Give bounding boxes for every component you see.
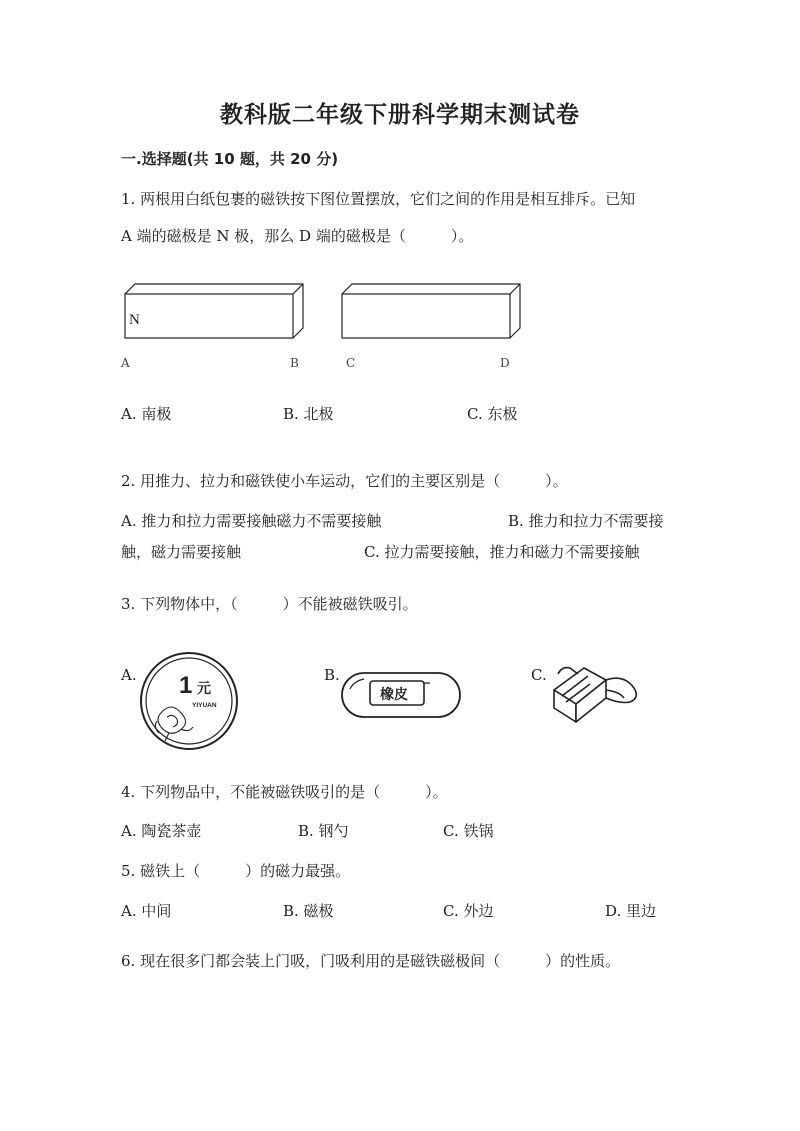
binder-clip-icon	[548, 660, 643, 725]
q5-text-line1: 5. 磁铁上（ ）的磁力最强。	[121, 862, 351, 880]
magnet-label-a: A	[121, 356, 130, 370]
section-heading: 一.选择题(共 10 题，共 20 分)	[121, 150, 339, 168]
magnet-c-d-figure	[342, 284, 527, 342]
q2-option-c[interactable]: C. 拉力需要接触，推力和磁力不需要接触	[364, 543, 640, 561]
q3-option-b-letter[interactable]: B.	[324, 666, 340, 684]
q1-text-line1: 1. 两根用白纸包裹的磁铁按下图位置摆放，它们之间的作用是相互排斥。已知	[121, 190, 636, 208]
q3-text-line1: 3. 下列物体中，（ ）不能被磁铁吸引。	[121, 595, 418, 613]
magnet-label-b: B	[290, 356, 299, 370]
magnet-label-d: D	[500, 356, 510, 370]
eraser-icon	[340, 671, 460, 721]
coin-yiyuan-text: YIYUAN	[192, 702, 217, 709]
q5-option-a[interactable]: A. 中间	[121, 902, 172, 920]
q5-option-d[interactable]: D. 里边	[605, 902, 657, 920]
magnet-a-b-figure	[125, 284, 310, 342]
magnet-label-c: C	[346, 356, 356, 370]
q3-option-c-letter[interactable]: C.	[531, 666, 547, 684]
q4-option-a[interactable]: A. 陶瓷茶壶	[121, 822, 202, 840]
q2-text-line1: 2. 用推力、拉力和磁铁使小车运动，它们的主要区别是（ ）。	[121, 472, 568, 490]
q1-text-line2: A 端的磁极是 N 极，那么 D 端的磁极是（ ）。	[121, 227, 474, 245]
coin-digit: 1	[179, 672, 193, 699]
q5-option-b[interactable]: B. 磁极	[283, 902, 334, 920]
q4-option-b[interactable]: B. 钢勺	[298, 822, 349, 840]
q4-text-line1: 4. 下列物品中，不能被磁铁吸引的是（ ）。	[121, 783, 448, 801]
q1-option-b[interactable]: B. 北极	[283, 405, 334, 423]
eraser-label: 橡皮	[380, 687, 408, 703]
q4-option-c[interactable]: C. 铁锅	[443, 822, 494, 840]
coin-unit: 元	[197, 681, 211, 697]
q1-option-c[interactable]: C. 东极	[467, 405, 518, 423]
page-title: 教科版二年级下册科学期末测试卷	[220, 102, 580, 128]
q3-option-a-letter[interactable]: A.	[121, 666, 137, 684]
magnet-n-mark: N	[129, 312, 140, 328]
q2-option-a[interactable]: A. 推力和拉力需要接触磁力不需要接触	[121, 512, 382, 530]
q5-option-c[interactable]: C. 外边	[443, 902, 494, 920]
q2-option-b-part1[interactable]: B. 推力和拉力不需要接	[508, 512, 664, 530]
q1-option-a[interactable]: A. 南极	[121, 405, 172, 423]
q6-text-line1: 6. 现在很多门都会装上门吸，门吸利用的是磁铁磁极间（ ）的性质。	[121, 952, 621, 970]
q2-option-b-part2[interactable]: 触，磁力需要接触	[121, 543, 242, 561]
coin-icon	[139, 651, 239, 751]
